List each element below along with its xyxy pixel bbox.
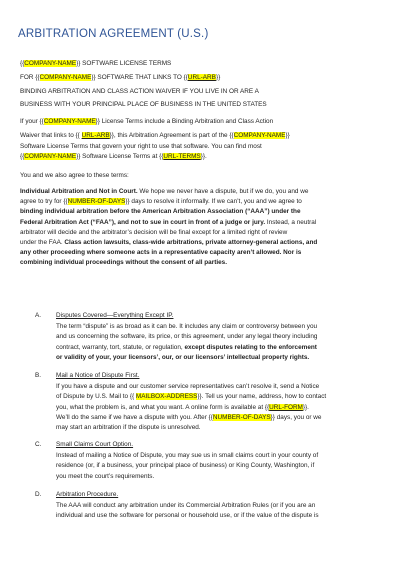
list-letter-d: D. [35,491,42,498]
item-line: The AAA will conduct any arbitration under its Commercial Arbitration Rules (or if you are an [56,502,316,509]
list-letter-c: C. [35,441,42,448]
bold-text: Individual Arbitration and Not in Court. [20,188,138,195]
also-agree-text: You and we also agree to these terms: [20,172,129,179]
text: }} License Terms include a Binding Arbitration and Class Action [95,118,274,125]
para-line [20,187,390,197]
text: }} [285,132,290,139]
placeholder-url-terms: URL-TERMS [163,153,201,160]
item-a-heading: Disputes Covered—Everything Except IP. [56,312,174,319]
text: under the FAA. [20,239,65,247]
arbitration-paragraph [20,187,390,269]
text: }} SOFTWARE THAT LINKS TO {{ [91,74,188,81]
item-c-heading: Small Claims Court Option. [56,441,134,448]
header-line-4: BUSINESS WITH YOUR PRINCIPAL PLACE OF BUSINESS IN THE UNITED STATES [20,101,267,108]
placeholder-url-arb: URL-ARB [81,132,110,139]
item-d-body [56,501,391,522]
intro-line-2 [20,132,290,140]
text: }}. [200,153,207,160]
text: {{ [20,153,25,160]
text: }}, this Arbitration Agreement is part of the {{ [109,132,234,139]
item-line: The term “dispute” is as broad as it can be. It includes any claim or controversy between you [56,323,318,330]
para-line [20,238,390,248]
item-a-body [56,322,391,363]
item-line: you, what the problem is, and what you want. A online form is available at {{URL-FORM}}. [56,403,309,411]
header-line-3: BINDING ARBITRATION AND CLASS ACTION WAIVER IF YOU LIVE IN OR ARE A [20,88,259,95]
placeholder-company-name: COMPANY-NAME [39,74,92,81]
list-letter-a: A. [35,312,42,319]
placeholder-company-name: COMPANY-NAME [24,60,77,67]
item-line: may start an arbitration if the dispute is unresolved. [56,424,201,432]
item-line: and us concerning the software, its price, or this agreement, under any legal theory including [56,333,318,341]
intro-line-1 [20,118,273,126]
placeholder-company-name: COMPANY-NAME [24,153,77,160]
header-line-2 [20,74,220,82]
intro-line-4 [20,153,207,161]
para-line [20,197,390,207]
item-line: Instead of mailing a Notice of Dispute, you may sue us in small claims court in your county of [56,452,319,459]
text: agree to try for {{ [20,198,68,206]
para-line [20,218,390,228]
placeholder-url-arb: URL-ARB [187,74,216,81]
item-line: of Dispute by U.S. Mail to {{ MAILBOX-ADDRESS}}. Tell us your name, address, how to contact [56,393,327,401]
item-line: you meet the court’s requirements. [56,472,155,480]
text: We hope we never have a dispute, but if we do, you and we [137,188,309,195]
para-line: binding individual arbitration before the American Arbitration Association (“AAA”) under the [20,208,301,216]
placeholder-company-name: COMPANY-NAME [233,132,286,139]
item-line: We’ll do the same if we have a dispute with you. After {{NUMBER-OF-DAYS}} days, you or we [56,413,322,421]
text: {{ [20,60,25,67]
item-line: If you have a dispute and our customer service representatives can’t resolve it, send a Notice [56,383,320,390]
para-line: arbitrator will decide and the arbitrator’s decision will be final except for a limited right of review [20,228,288,236]
item-line: individual and use the software for personal or household use, or if the value of the dispute is [56,512,319,520]
bold-text: Class action lawsuits, class-wide arbitrations, private attorney-general actions, and [64,239,318,247]
text: }} days to resolve it informally. If we can’t, you and we agree to [125,198,302,206]
item-b-heading: Mail a Notice of Dispute First. [56,372,140,379]
text: If your {{ [20,118,44,125]
list-letter-b: B. [35,372,42,379]
para-line: any other proceeding where someone acts in a representative capacity aren’t allowed. Nor is [20,249,302,257]
text: }} [215,74,221,81]
item-d-heading: Arbitration Procedure. [56,491,119,498]
item-line: residence (or, if a business, your principal place of business) or King County, Washington, if [56,462,315,470]
placeholder-number-of-days: NUMBER-OF-DAYS [67,198,126,206]
text: Instead, a neutral [265,218,317,226]
item-b-body [56,382,391,433]
para-line: combining individual proceedings without the consent of all parties. [20,259,228,267]
text: }} SOFTWARE LICENSE TERMS [76,60,172,67]
bold-text: Federal Arbitration Act (“FAA”), and not to sue in court in front of a judge or jury. [20,218,266,226]
placeholder-company-name: COMPANY-NAME [43,118,96,125]
text: }} Software License Terms at {{ [76,153,164,160]
item-c-body [56,451,391,482]
item-line: or validity of your, your licensors’, our, or our licensors’ intellectual property rights. [56,353,310,361]
text: FOR {{ [20,74,40,81]
header-line-1 [20,60,171,68]
text: Waiver that links to {{ [20,132,82,139]
item-line: contract, warranty, tort, statute, or regulation, except disputes relating to the enforcement [56,343,317,351]
intro-line-3: Software License Terms that govern your right to use that software. You can find most [20,143,262,150]
document-title: ARBITRATION AGREEMENT (U.S.) [18,28,209,40]
